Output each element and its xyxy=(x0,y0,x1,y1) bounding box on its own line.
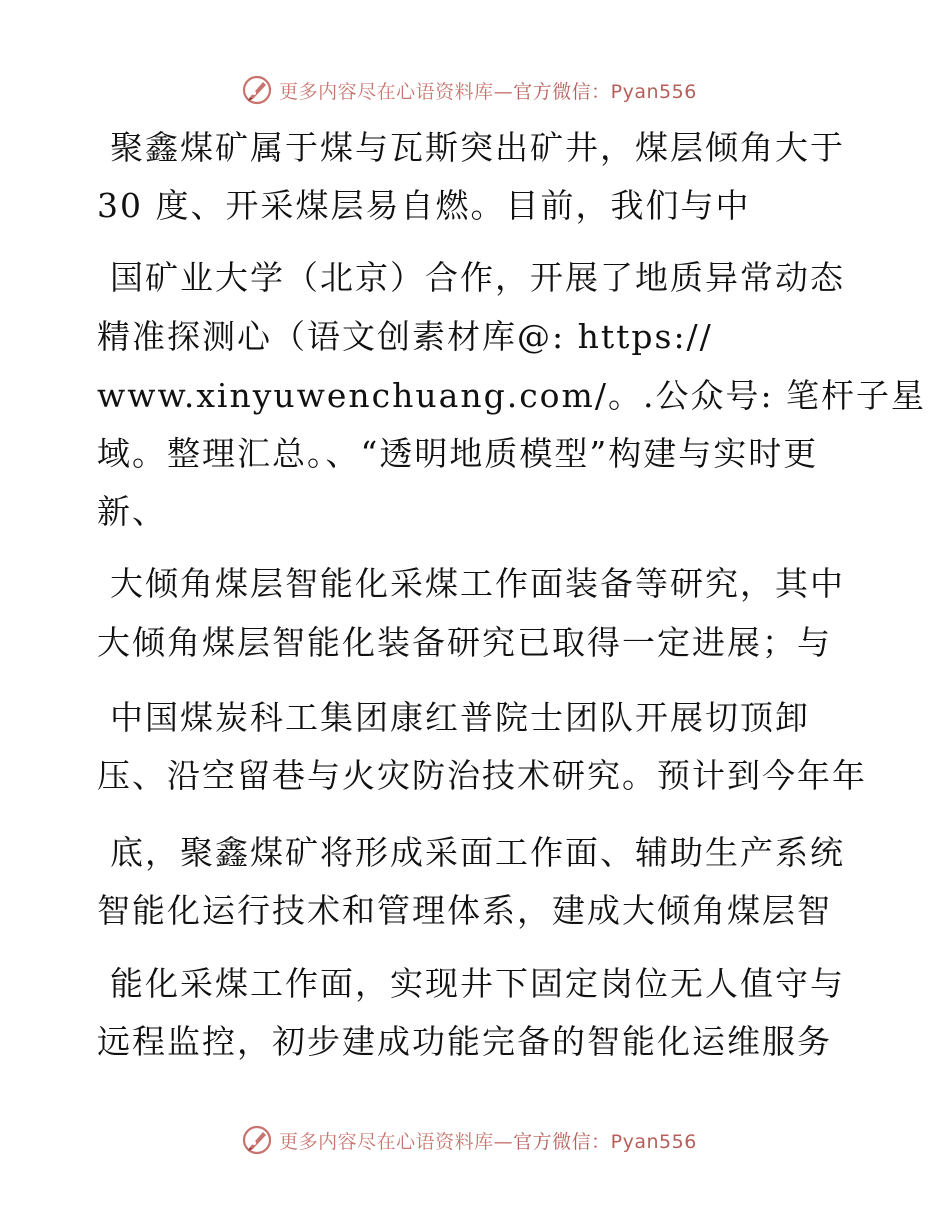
footer-banner-text xyxy=(279,1127,697,1154)
header-banner-dash: — xyxy=(493,80,514,103)
body-line: 精准探测心（语文创素材库@: https:// xyxy=(97,317,713,356)
body-line: 国矿业大学（北京）合作，开展了地质异常动态 xyxy=(110,258,845,297)
body-line: 智能化运行技术和管理体系，建成大倾角煤层智 xyxy=(97,891,832,930)
body-line: 底，聚鑫煤矿将形成采面工作面、辅助生产系统 xyxy=(110,833,845,872)
body-line: 大倾角煤层智能化采煤工作面装备等研究，其中 xyxy=(110,564,845,603)
body-line: 压、沿空留巷与火灾防治技术研究。预计到今年年 xyxy=(97,756,867,795)
body-line: 大倾角煤层智能化装备研究已取得一定进展；与 xyxy=(97,623,832,662)
body-line: 能化采煤工作面，实现井下固定岗位无人值守与 xyxy=(110,964,845,1003)
body-line: www.xinyuwenchuang.com/。.公众号: 笔杆子星 xyxy=(97,376,927,415)
footer-banner-main: 更多内容尽在心语资料库 xyxy=(279,1130,494,1153)
header-banner-main: 更多内容尽在心语资料库 xyxy=(279,80,494,103)
body-line: 聚鑫煤矿属于煤与瓦斯突出矿井，煤层倾角大于 xyxy=(110,128,845,167)
header-banner-wechat: 官方微信：Pyan556 xyxy=(513,80,697,103)
body-line: 新、 xyxy=(97,492,167,531)
body-line: 远程监控，初步建成功能完备的智能化运维服务 xyxy=(97,1022,832,1061)
pen-logo-icon xyxy=(241,1124,273,1156)
body-line: 中国煤炭科工集团康红普院士团队开展切顶卸 xyxy=(110,698,810,737)
footer-banner xyxy=(0,1120,950,1160)
footer-banner-dash: — xyxy=(493,1130,514,1153)
footer-banner-wechat: 官方微信：Pyan556 xyxy=(513,1130,697,1153)
body-line: 域。整理汇总。、“透明地质模型”构建与实时更 xyxy=(97,434,819,473)
body-line: 30 度、开采煤层易自燃。目前，我们与中 xyxy=(97,186,751,225)
